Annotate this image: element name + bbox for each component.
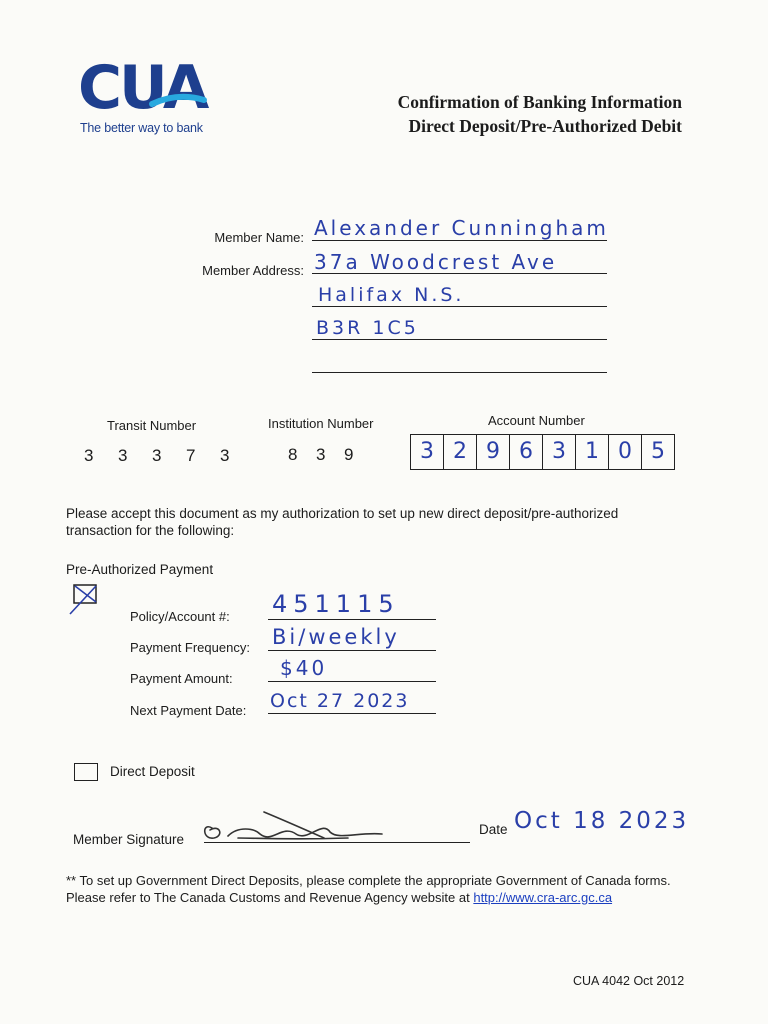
authorization-text: Please accept this document as my authorization to set up new direct deposit/pre-authorized transaction for the following: [66,506,619,538]
cra-website-link[interactable]: http://www.cra-arc.gc.ca [473,890,613,905]
logo-tagline: The better way to bank [80,121,203,135]
footer-note-prefix: Please refer to The Canada Customs and Revenue Agency website at [66,890,474,905]
address-value-1: 37a Woodcrest Ave [314,250,558,274]
account-digit: 3 [411,435,444,469]
institution-digit: 3 [316,445,326,464]
account-digit: 9 [477,435,510,469]
transit-digits [84,446,254,466]
payment-amount-line [268,681,436,682]
member-address-label: Member Address: [202,263,304,278]
address-line-4 [312,372,607,373]
transit-digit: 3 [84,446,94,465]
payment-amount-value: $40 [280,656,328,680]
address-value-2: Halifax N.S. [318,284,465,306]
institution-number-label: Institution Number [268,416,374,431]
handwritten-signature-icon [198,808,418,852]
account-digit: 2 [444,435,477,469]
signature-date-value: Oct 18 2023 [514,808,690,834]
account-digit: 3 [543,435,576,469]
policy-account-value: 451115 [272,590,400,618]
date-label: Date [479,822,508,837]
logo-wordmark: CUA [78,53,207,123]
logo-swoosh-icon [148,66,208,116]
form-title-line2: Direct Deposit/Pre-Authorized Debit [408,116,682,136]
transit-digit: 3 [220,446,230,465]
member-signature-label: Member Signature [73,832,185,847]
account-number-label: Account Number [488,413,585,428]
member-name-label: Member Name: [214,230,304,245]
transit-digit: 3 [118,446,128,465]
form-code: CUA 4042 Oct 2012 [573,974,685,988]
footer-note-line1: ** To set up Government Direct Deposits, please complete the appropriate Government of Canada forms. [66,873,671,888]
pre-authorized-checkbox[interactable] [68,582,104,618]
next-payment-date-line [268,713,436,714]
transit-digit: 3 [152,446,162,465]
address-line-3 [312,339,607,340]
transit-digit: 7 [186,446,196,465]
payment-frequency-value: Bi/weekly [272,625,400,649]
institution-digit: 8 [288,445,298,464]
payment-frequency-label: Payment Frequency: [130,640,250,655]
account-digit: 0 [609,435,642,469]
pre-authorized-heading: Pre-Authorized Payment [66,562,214,577]
payment-amount-label: Payment Amount: [130,671,233,686]
account-digit: 1 [576,435,609,469]
institution-digits [288,445,372,465]
policy-account-label: Policy/Account #: [130,609,230,624]
next-payment-date-label: Next Payment Date: [130,703,247,718]
direct-deposit-label: Direct Deposit [110,764,195,779]
account-digit: 5 [651,439,665,464]
policy-account-line [268,619,436,620]
form-title-line1: Confirmation of Banking Information [397,92,682,112]
member-name-value: Alexander Cunningham [314,216,609,240]
next-payment-date-value: Oct 27 2023 [270,690,410,712]
transit-number-label: Transit Number [107,418,197,433]
account-number-box [410,434,675,470]
address-line-2 [312,306,607,307]
address-value-3: B3R 1C5 [316,317,419,339]
payment-frequency-line [268,650,436,651]
direct-deposit-checkbox[interactable] [74,763,98,781]
footer-note-line2 [66,889,612,906]
account-digit: 6 [510,435,543,469]
member-name-line [312,240,607,241]
institution-digit: 9 [344,445,354,464]
